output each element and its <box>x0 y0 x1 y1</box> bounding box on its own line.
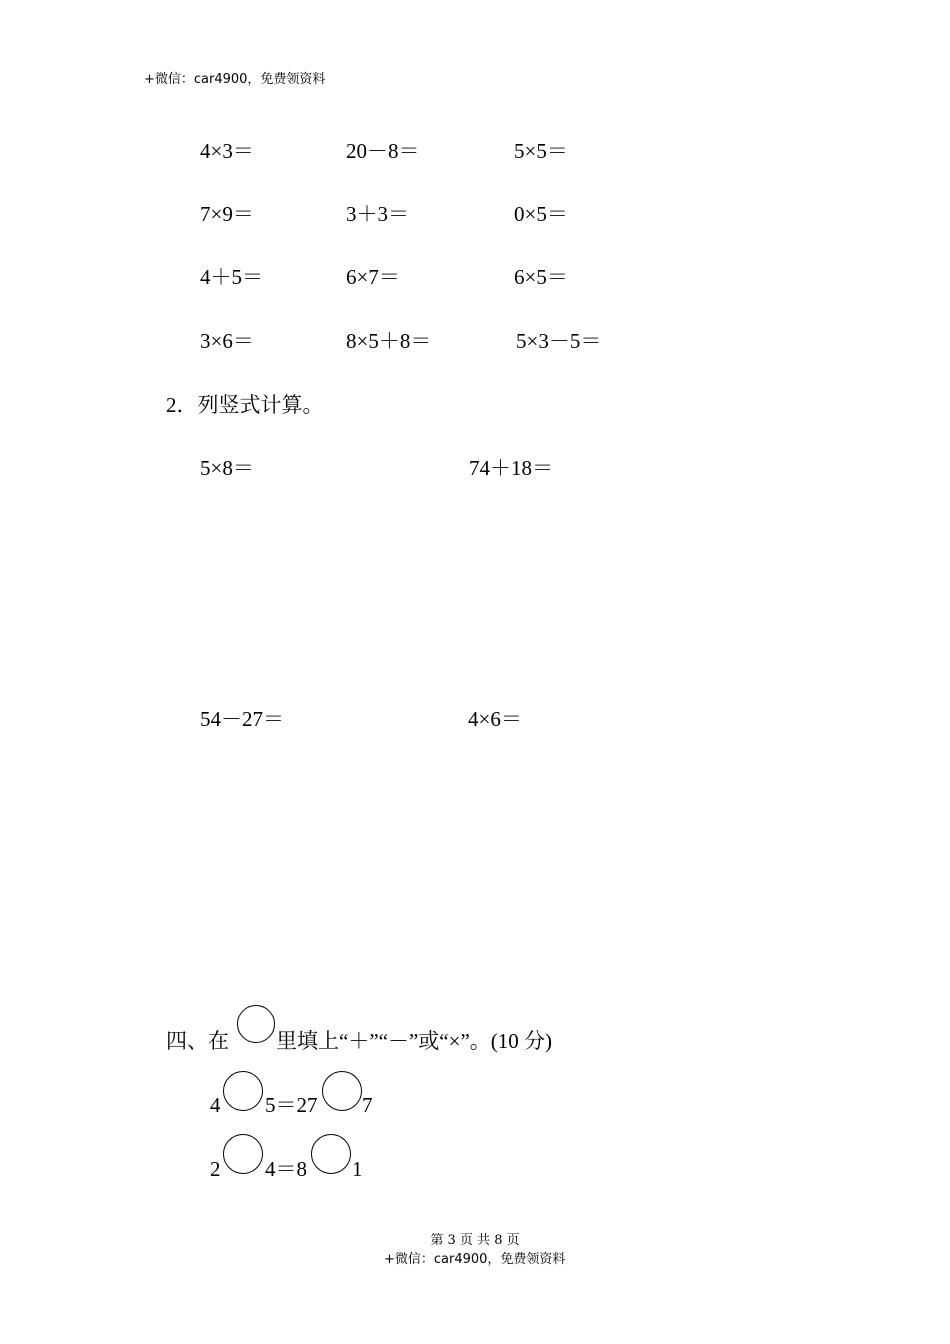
operand: 1 <box>352 1157 363 1181</box>
equation: 3＋3＝ <box>346 202 409 226</box>
equation: 0×5＝ <box>514 202 568 226</box>
equation: 5×3－5＝ <box>516 329 602 353</box>
vertical-problem: 54－27＝ <box>200 707 284 731</box>
section4-prefix: 四、在 <box>166 1029 229 1053</box>
operator-circle-input[interactable] <box>311 1134 351 1174</box>
equation: 7×9＝ <box>200 202 254 226</box>
operand: 5＝27 <box>265 1093 318 1117</box>
operator-circle-input[interactable] <box>322 1071 362 1111</box>
vertical-calc-title: 2．列竖式计算。 <box>166 393 324 417</box>
equation: 5×5＝ <box>514 139 568 163</box>
equation: 3×6＝ <box>200 329 254 353</box>
page-number: 第 3 页 共 8 页 <box>430 1233 520 1248</box>
operator-circle-input[interactable] <box>223 1071 263 1111</box>
equation: 4＋5＝ <box>200 265 263 289</box>
header-watermark: +微信：car4900，免费领资料 <box>144 72 326 87</box>
vertical-problem: 4×6＝ <box>468 707 522 731</box>
operand: 7 <box>362 1093 373 1117</box>
section4-suffix: 里填上“＋”“－”或“×”。(10 分) <box>276 1029 553 1053</box>
footer-watermark: +微信：car4900，免费领资料 <box>384 1252 566 1267</box>
equation: 8×5＋8＝ <box>346 329 432 353</box>
operand: 4＝8 <box>265 1157 307 1181</box>
operand: 4 <box>210 1093 221 1117</box>
answer-circle-icon <box>237 1005 275 1043</box>
operator-circle-input[interactable] <box>223 1134 263 1174</box>
equation: 20－8＝ <box>346 139 420 163</box>
equation: 6×5＝ <box>514 265 568 289</box>
equation: 6×7＝ <box>346 265 400 289</box>
equation: 4×3＝ <box>200 139 254 163</box>
vertical-problem: 5×8＝ <box>200 456 254 480</box>
vertical-problem: 74＋18＝ <box>469 456 553 480</box>
operand: 2 <box>210 1157 221 1181</box>
